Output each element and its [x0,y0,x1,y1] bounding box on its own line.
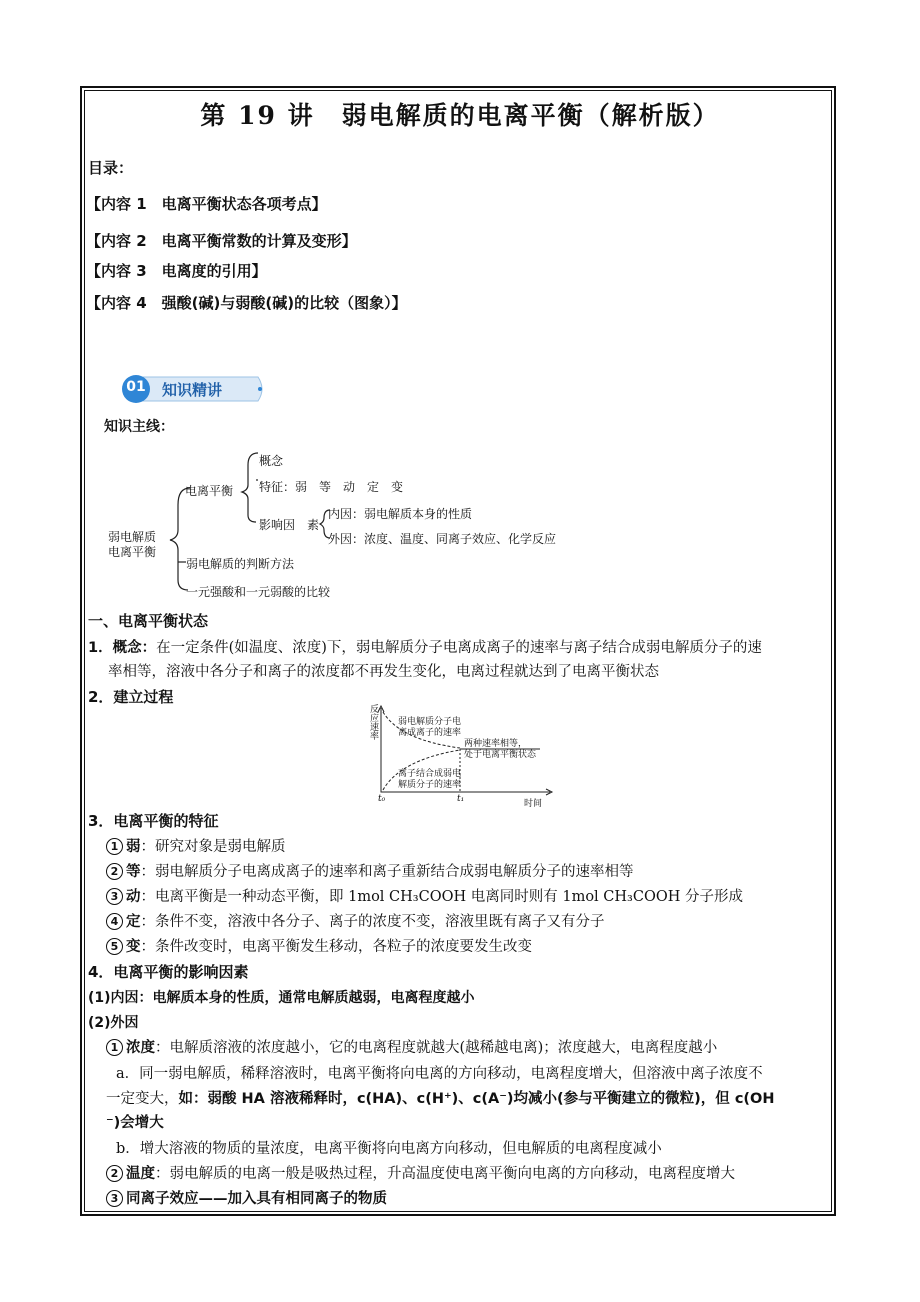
feature-3-label: 动 [126,889,141,905]
graph-ylabel-3: 速 [370,723,380,733]
toc-item-3: 【内容 3 电离度的引用】 [86,262,267,280]
graph-curve2-label2: 解质分子的速率 [398,780,462,790]
concentration-number: 1 [106,1039,123,1056]
feature-5 [106,935,532,956]
page-title: 第 19 讲 弱电解质的电离平衡（解析版） [200,101,720,130]
point-b: b．增大溶液的物质的量浓度，电离平衡将向电离方向移动，但电解质的电离程度减小 [116,1141,662,1157]
concentration-item [106,1036,717,1057]
feature-1-number: 1 [106,838,123,855]
concept-label: 1．概念： [88,640,157,656]
graph-xlabel: 时间 [524,799,543,809]
feature-1 [106,835,286,856]
feature-3-text: ：电离平衡是一种动态平衡，即 1mol CH₃COOH 电离同时则有 1mol CH₃COOH 分子形成 [140,889,743,905]
concentration-label: 浓度 [126,1040,155,1056]
feature-2-number: 2 [106,863,123,880]
section1-heading: 一、电离平衡状态 [88,612,209,630]
feature-4-label: 定 [126,914,141,930]
badge-label: 知识精讲 [162,381,223,399]
feature-5-label: 变 [126,939,141,955]
feature-3 [106,885,743,906]
temperature-number: 2 [106,1165,123,1182]
tree-branch-compare: 一元强酸和一元弱酸的比较 [186,585,331,599]
graph-ylabel-1: 反 [370,705,380,715]
graph-ylabel-4: 率 [370,732,380,742]
graph-t0: t₀ [378,794,386,804]
graph-eq-label2: 处于电离平衡状态 [464,750,537,760]
toc-heading: 目录： [88,159,134,177]
process-heading: 2．建立过程 [88,688,174,706]
tree-features: 特征：弱 等 动 定 变 [259,480,404,494]
factors-heading: 4．电离平衡的影响因素 [88,963,249,981]
graph-curve2-label1: 离子结合成弱电 [398,769,462,779]
feature-4-text: ：条件不变，溶液中各分子、离子的浓度不变，溶液里既有离子又有分子 [140,914,605,930]
rate-graph [360,700,560,810]
tree-root-line2: 电离平衡 [108,545,157,559]
graph-eq-label1: 两种速率相等， [464,739,528,749]
tree-branch-equilibrium: 电离平衡 [185,484,234,498]
internal-factor: (1)内因：电解质本身的性质，通常电解质越弱，电离程度越小 [88,990,475,1006]
point-a-line2-plain: 一定变大， [106,1091,179,1107]
temperature-text: ：弱电解质的电离一般是吸热过程，升高温度使电离平衡向电离的方向移动，电离程度增大 [155,1166,735,1182]
tree-external: 外因：浓度、温度、同离子效应、化学反应 [328,532,557,546]
feature-4-number: 4 [106,913,123,930]
toc-item-2: 【内容 2 电离平衡常数的计算及变形】 [86,232,357,250]
graph-ylabel-2: 应 [370,714,380,724]
feature-2-text: ：弱电解质分子电离成离子的速率和离子重新结合成弱电解质分子的速率相等 [140,864,634,880]
external-heading: (2)外因 [88,1015,139,1031]
tree-concept: 概念 [259,454,284,468]
point-a-line1: a．同一弱电解质，稀释溶液时，电离平衡将向电离的方向移动，电离程度增大，但溶液中离子浓度不 [116,1066,763,1082]
point-a-line3: ⁻)会增大 [106,1115,164,1131]
concept-line2: 率相等，溶液中各分子和离子的浓度都不再发生变化，电离过程就达到了电离平衡状态 [108,664,659,680]
tree-root-line1: 弱电解质 [108,530,157,544]
feature-2 [106,860,634,881]
common-ion-item [106,1187,387,1208]
feature-3-number: 3 [106,888,123,905]
badge-number: 01 [126,379,146,395]
graph-curve1-label1: 弱电解质分子电 [398,717,462,727]
toc-item-4: 【内容 4 强酸(碱)与弱酸(碱)的比较（图象）】 [86,294,407,312]
tree-internal: 内因：弱电解质本身的性质 [328,507,473,521]
feature-5-text: ：条件改变时，电离平衡发生移动，各粒子的浓度要发生改变 [140,939,532,955]
feature-4 [106,910,605,931]
feature-5-number: 5 [106,938,123,955]
common-ion-number: 3 [106,1190,123,1207]
temperature-item [106,1162,735,1183]
graph-curve1-label2: 离成离子的速率 [398,728,462,738]
common-ion-text: 同离子效应——加入具有相同离子的物质 [126,1191,387,1207]
point-a-line2-bold: 如：弱酸 HA 溶液稀释时，c(HA)、c(H⁺)、c(A⁻)均减小(参与平衡建立的微粒)，但 c(OH [178,1091,775,1107]
feature-1-text: ：研究对象是弱电解质 [140,839,286,855]
concept-line1: 在一定条件(如温度、浓度)下，弱电解质分子电离成离子的速率与离子结合成弱电解质分子的速 [156,640,762,656]
features-heading: 3．电离平衡的特征 [88,812,219,830]
mainline-label: 知识主线： [104,419,174,435]
temperature-label: 温度 [126,1166,155,1182]
toc-item-1: 【内容 1 电离平衡状态各项考点】 [86,195,327,213]
tree-branch-judge: 弱电解质的判断方法 [186,557,295,571]
feature-1-label: 弱 [126,839,141,855]
graph-t1: t₁ [457,794,465,804]
concentration-text: ：电解质溶液的浓度越小，它的电离程度就越大(越稀越电离)；浓度越大，电离程度越小 [155,1040,718,1056]
tree-factors: 影响因 素 [259,518,320,532]
tree-brackets [0,0,920,620]
feature-2-label: 等 [126,864,141,880]
